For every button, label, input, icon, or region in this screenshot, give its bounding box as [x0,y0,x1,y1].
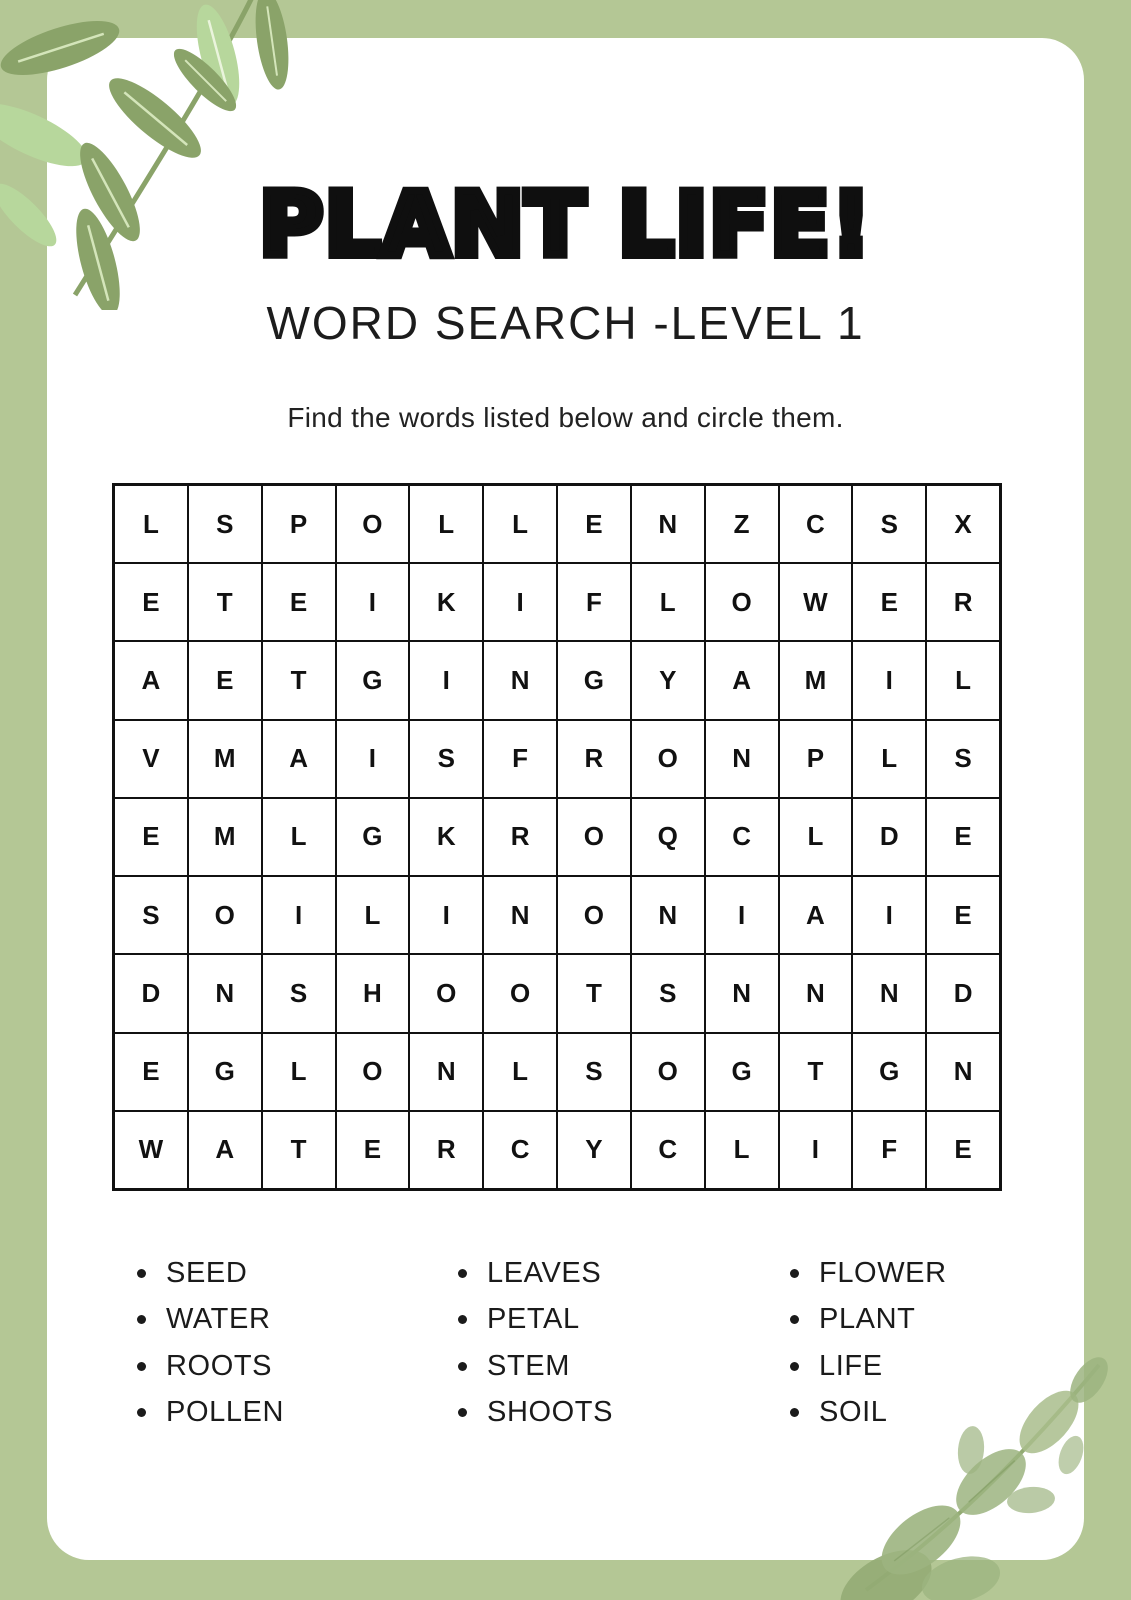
grid-cell: T [188,563,262,641]
grid-cell: I [779,1111,853,1189]
grid-cell: O [483,954,557,1032]
grid-cell: O [557,876,631,954]
grid-cell: T [262,1111,336,1189]
word-list-2 [458,1250,613,1436]
grid-cell: C [705,798,779,876]
grid-cell: Z [705,485,779,563]
grid-cell: M [188,798,262,876]
word-item [458,1297,613,1344]
grid-cell: O [705,563,779,641]
grid-cell: I [852,641,926,719]
grid-cell: D [926,954,1000,1032]
bullet-icon [790,1269,799,1278]
grid-cell: I [409,641,483,719]
grid-cell: F [483,720,557,798]
grid-cell: S [114,876,188,954]
grid-cell: G [852,1033,926,1111]
grid-cell: E [114,798,188,876]
grid-cell: N [705,720,779,798]
grid-cell: T [779,1033,853,1111]
grid-cell: O [557,798,631,876]
grid-cell: I [262,876,336,954]
word-label: FLOWER [819,1256,947,1289]
grid-cell: N [705,954,779,1032]
grid-cell: X [926,485,1000,563]
grid-cell: M [779,641,853,719]
word-item [137,1297,284,1344]
grid-cell: S [852,485,926,563]
bullet-icon [790,1315,799,1324]
grid-cell: L [336,876,410,954]
grid-cell: W [779,563,853,641]
grid-cell: L [852,720,926,798]
word-grid [112,483,1002,1191]
grid-cell: Y [631,641,705,719]
page-subtitle: WORD SEARCH -LEVEL 1 [266,297,865,349]
grid-cell: F [852,1111,926,1189]
grid-cell: H [336,954,410,1032]
grid-cell: L [262,798,336,876]
grid-cell: L [631,563,705,641]
grid-cell: M [188,720,262,798]
grid-cell: S [262,954,336,1032]
word-item [137,1343,284,1390]
grid-cell: K [409,798,483,876]
grid-cell: N [852,954,926,1032]
grid-cell: C [483,1111,557,1189]
grid-cell: A [779,876,853,954]
word-item [790,1250,947,1297]
word-item [458,1390,613,1437]
grid-cell: R [483,798,557,876]
grid-cell: R [926,563,1000,641]
bullet-icon [458,1362,467,1371]
word-list-1 [137,1250,284,1436]
grid-cell: L [114,485,188,563]
word-label: SOIL [819,1396,888,1429]
grid-cell: S [409,720,483,798]
page-title: PLANT LIFE! [258,172,873,276]
grid-cell: C [779,485,853,563]
bullet-icon [137,1362,146,1371]
grid-cell: S [926,720,1000,798]
grid-cell: O [409,954,483,1032]
grid-cell: E [114,1033,188,1111]
grid-cell: G [557,641,631,719]
word-label: POLLEN [166,1396,285,1429]
grid-cell: E [557,485,631,563]
grid-cell: F [557,563,631,641]
grid-cell: N [926,1033,1000,1111]
grid-cell: N [188,954,262,1032]
grid-cell: G [336,641,410,719]
grid-cell: K [409,563,483,641]
grid-cell: O [336,485,410,563]
grid-cell: T [557,954,631,1032]
grid-cell: E [926,876,1000,954]
grid-cell: I [409,876,483,954]
grid-cell: C [631,1111,705,1189]
grid-cell: R [557,720,631,798]
instructions-text: Find the words listed below and circle them. [287,402,844,433]
grid-cell: I [336,720,410,798]
word-label: WATER [166,1303,271,1336]
grid-cell: I [852,876,926,954]
grid-cell: E [926,1111,1000,1189]
word-label: PLANT [819,1303,916,1336]
bullet-icon [137,1315,146,1324]
grid-cell: V [114,720,188,798]
grid-cell: L [262,1033,336,1111]
bullet-icon [790,1362,799,1371]
grid-cell: G [336,798,410,876]
grid-cell: S [188,485,262,563]
grid-cell: L [409,485,483,563]
grid-cell: D [852,798,926,876]
grid-cell: O [631,720,705,798]
grid-cell: O [631,1033,705,1111]
grid-cell: N [779,954,853,1032]
word-label: PETAL [487,1303,580,1336]
grid-cell: N [483,641,557,719]
word-label: STEM [487,1349,570,1382]
grid-cell: Y [557,1111,631,1189]
grid-cell: P [779,720,853,798]
grid-cell: N [483,876,557,954]
grid-cell: D [114,954,188,1032]
grid-cell: L [926,641,1000,719]
grid-cell: R [409,1111,483,1189]
grid-cell: W [114,1111,188,1189]
grid-cell: E [336,1111,410,1189]
word-item [458,1250,613,1297]
word-label: SEED [166,1256,248,1289]
bullet-icon [458,1408,467,1417]
word-label: SHOOTS [487,1396,614,1429]
grid-cell: S [631,954,705,1032]
grid-cell: E [262,563,336,641]
grid-cell: G [705,1033,779,1111]
grid-cell: I [483,563,557,641]
grid-cell: I [336,563,410,641]
grid-cell: L [705,1111,779,1189]
grid-cell: A [262,720,336,798]
bullet-icon [137,1269,146,1278]
grid-cell: Q [631,798,705,876]
grid-cell: G [188,1033,262,1111]
bottom-right-leaves-decoration [831,1350,1131,1600]
word-label: LEAVES [487,1256,602,1289]
grid-cell: T [262,641,336,719]
top-left-leaves-decoration [0,0,370,310]
grid-cell: N [409,1033,483,1111]
grid-cell: L [483,485,557,563]
grid-cell: A [114,641,188,719]
word-item [137,1250,284,1297]
grid-cell: E [188,641,262,719]
grid-cell: P [262,485,336,563]
grid-cell: E [926,798,1000,876]
grid-cell: A [188,1111,262,1189]
word-item [458,1343,613,1390]
word-label: ROOTS [166,1349,273,1382]
bullet-icon [458,1269,467,1278]
grid-cell: L [483,1033,557,1111]
grid-cell: O [188,876,262,954]
grid-cell: A [705,641,779,719]
word-item [790,1297,947,1344]
bullet-icon [137,1408,146,1417]
grid-cell: N [631,876,705,954]
bullet-icon [790,1408,799,1417]
grid-cell: I [705,876,779,954]
bullet-icon [458,1315,467,1324]
grid-cell: E [852,563,926,641]
word-item [137,1390,284,1437]
grid-cell: L [779,798,853,876]
grid-cell: N [631,485,705,563]
grid-cell: S [557,1033,631,1111]
grid-cell: E [114,563,188,641]
grid-cell: O [336,1033,410,1111]
word-label: LIFE [819,1349,883,1382]
